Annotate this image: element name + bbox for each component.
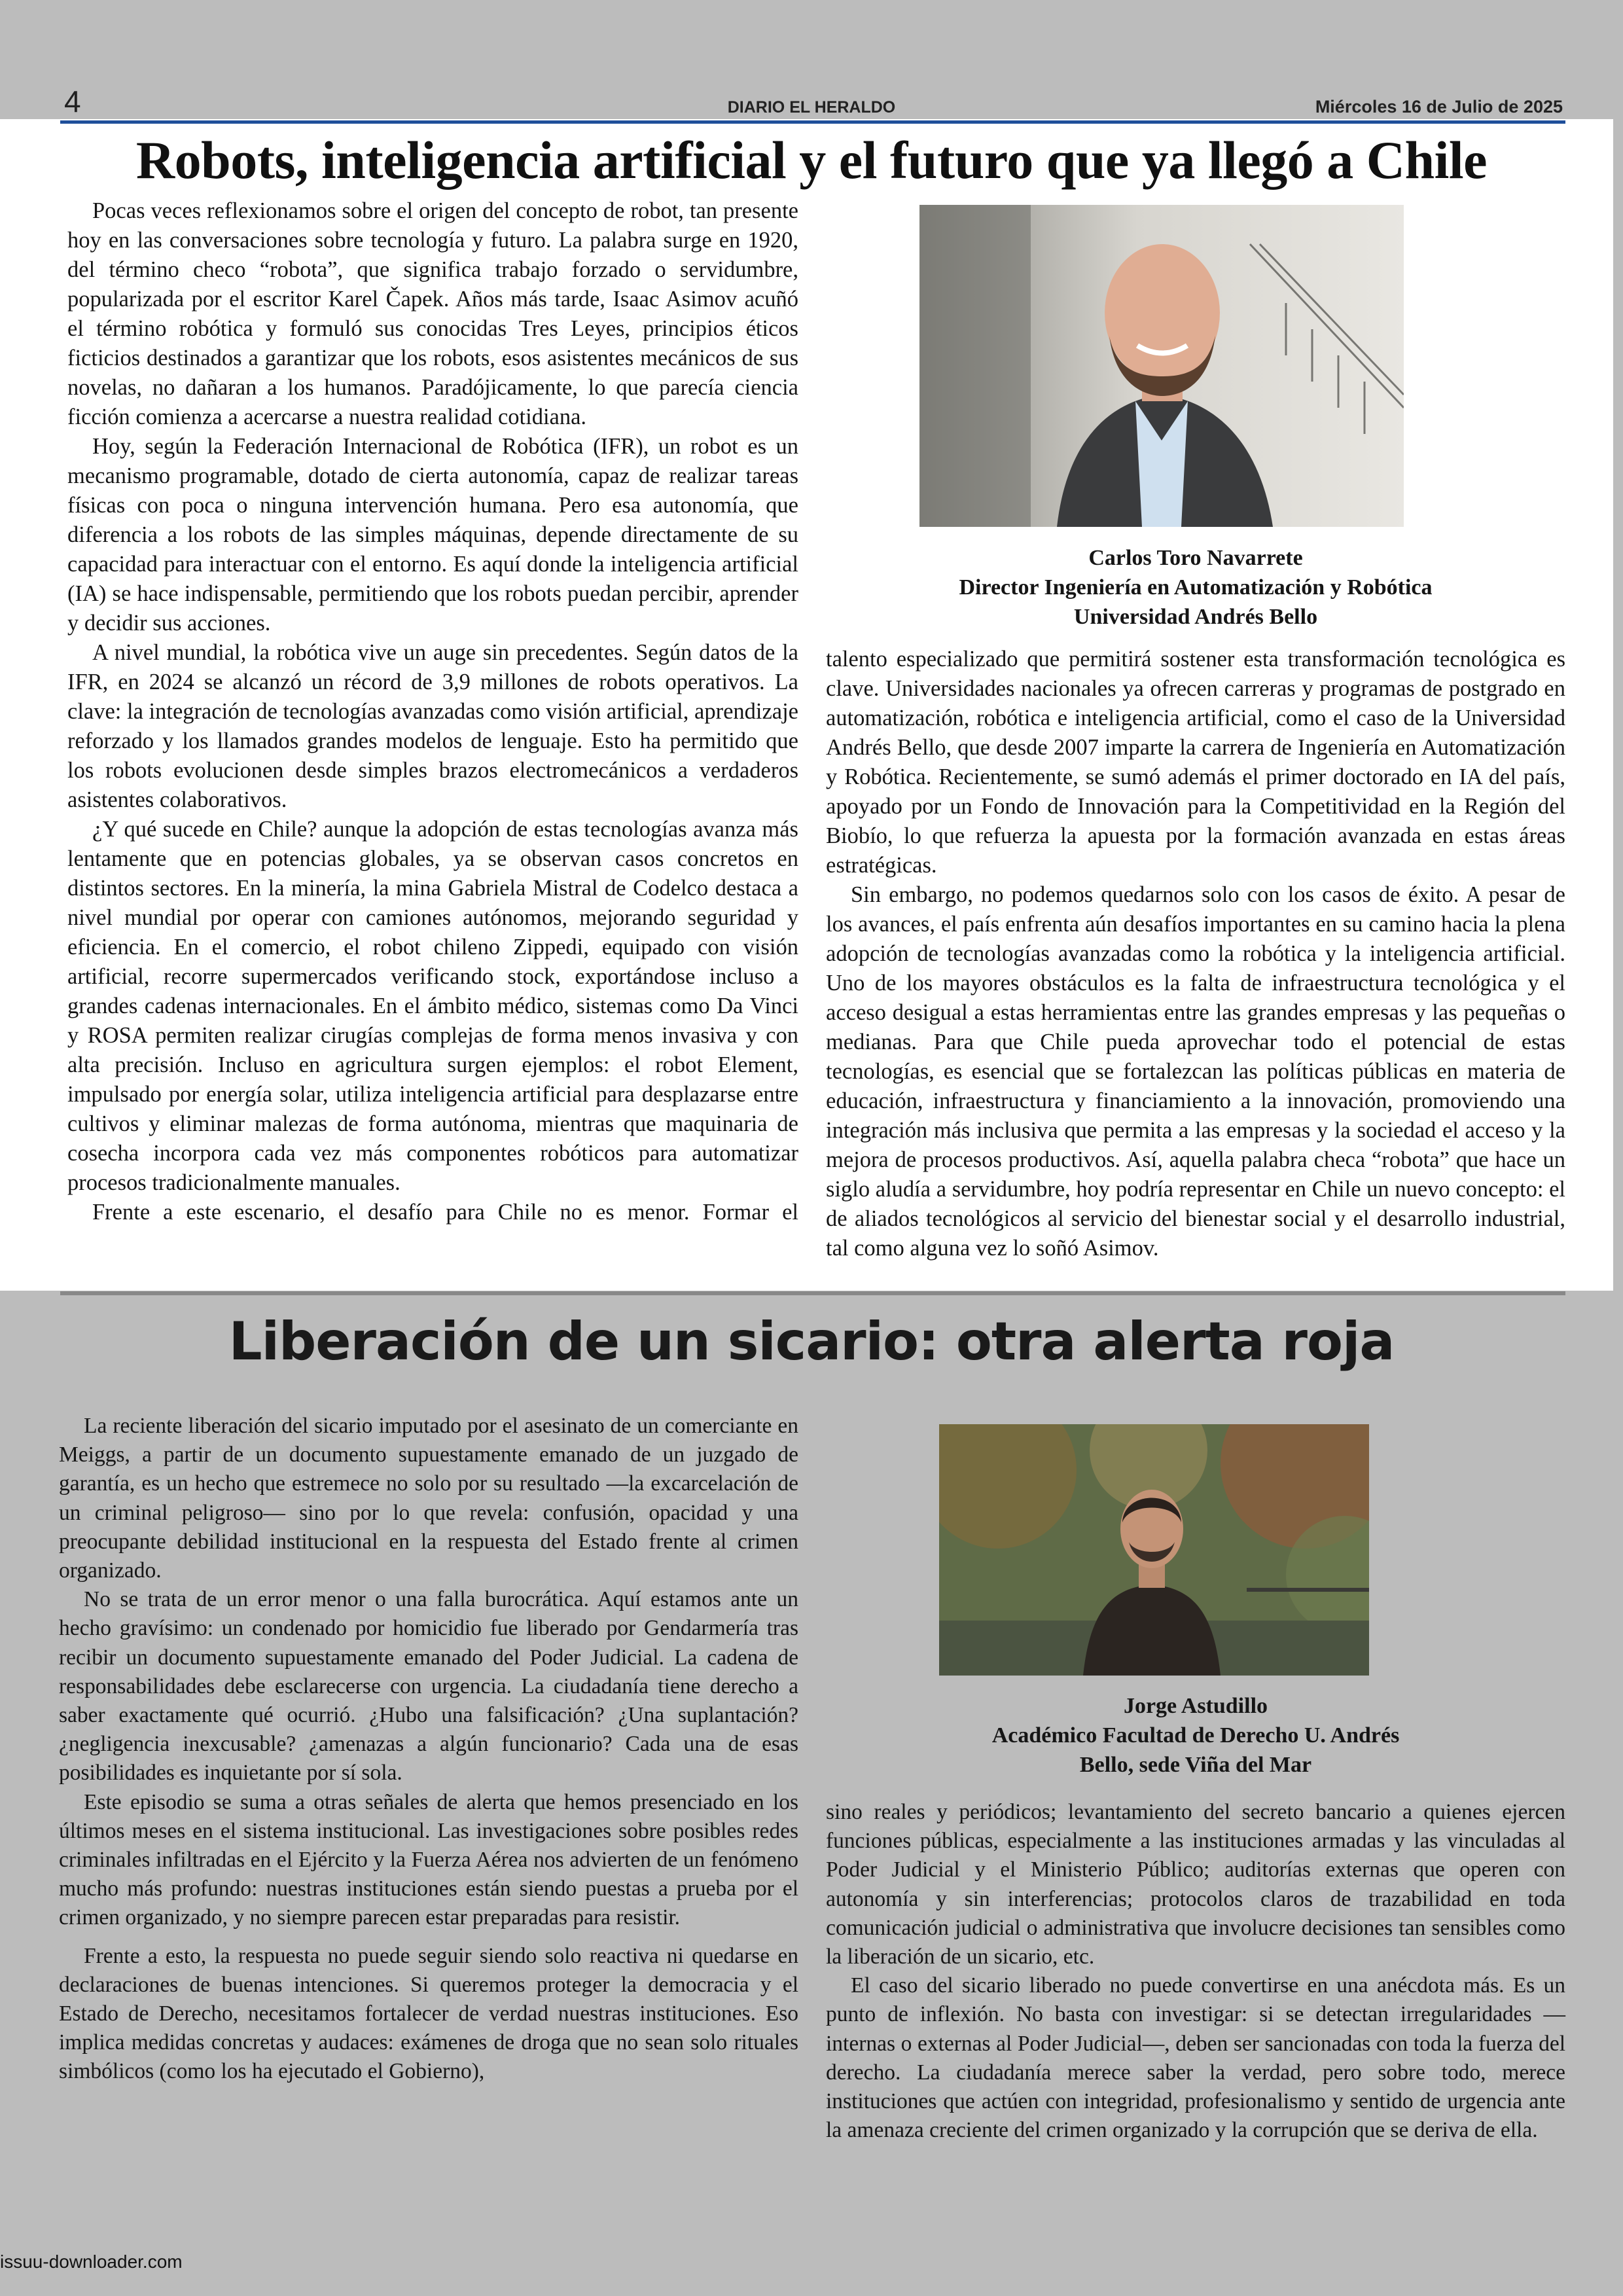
article-1-paragraph: Frente a este escenario, el desafío para Chile no es menor. Formar el <box>92 1200 798 1225</box>
author-role: Director Ingeniería en Automatización y Robótica <box>959 575 1433 600</box>
portrait-illustration <box>919 205 1404 527</box>
page-number: 4 <box>64 84 81 118</box>
article-1-paragraph: A nivel mundial, la robótica vive un auge sin precedentes. Según datos de la IFR, en 2024 se alcanzó un récord de 3,9 millones de robots operativos. La clave: la integración de tecnologías avanzadas como visión artificial, aprendizaje reforzado y los llamados grandes modelos de lenguaje. Esto ha permitido que los robots evolucionen desde simples brazos electromecánicos a verdaderos asistentes colaborativos. <box>67 640 798 812</box>
article-1-paragraph: Sin embargo, no podemos quedarnos solo con los casos de éxito. A pesar de los avances, el país enfrenta aún desafíos importantes en su camino hacia la plena adopción de tecnologías avanzadas como la robótica y la inteligencia artificial. Uno de los mayores obstáculos es la falta de infraestructura tecnológica y el acceso desigual a estas herramientas entre las grandes empresas y las pequeñas o medianas. Para que Chile pueda aprovechar todo el potencial de estas tecnologías, es esencial que se fortalezcan las políticas públicas en materia de educación, infraestructura y financiamiento a la innovación, promoviendo una integración más inclusiva que permita a las empresas y la sociedad el acceso y la mejora de procesos productivos. Así, aquella palabra checa “robota” que hace un siglo aludía a servidumbre, hoy podría representar en Chile un nuevo concepto: el de aliados tecnológicos al servicio del bienestar social y el desarrollo industrial, tal como alguna vez lo soñó Asimov. <box>826 882 1565 1261</box>
author-institution: Universidad Andrés Bello <box>1073 605 1318 629</box>
watermark-text: issuu-downloader.com <box>0 2251 183 2272</box>
author-name: Jorge Astudillo <box>1123 1694 1268 1718</box>
article-1-paragraph: Pocas veces reflexionamos sobre el origen del concepto de robot, tan presente hoy en las conversaciones sobre tecnología y futuro. La palabra surge en 1920, del término checo “robota”, que significa trabajo forzado o servidumbre, popularizada por el escritor Karel Čapek. Años más tarde, Isaac Asimov acuñó el término robótica y formuló sus conocidas Tres Leyes, principios éticos ficticios destinados a garantizar que los robots, esos asistentes mecánicos de sus novelas, no dañaran a los humanos. Paradójicamente, lo que parecía ciencia ficción comienza a acercarse a nuestra realidad cotidiana. <box>67 198 798 429</box>
author-institution: Bello, sede Viña del Mar <box>1079 1753 1312 1777</box>
article-2-left-column <box>59 1412 798 2087</box>
article-1-paragraph: ¿Y qué sucede en Chile? aunque la adopción de estas tecnologías avanza más lentamente que en potencias globales, ya se observan casos concretos en distintos sectores. En la minería, la mina Gabriela Mistral de Codelco destaca a nivel mundial por operar con camiones autónomos, mejorando seguridad y eficiencia. En el comercio, el robot chileno Zippedi, equipado con visión artificial, recorre supermercados verificando stock, exportándose incluso a grandes cadenas internacionales. En el ámbito médico, sistemas como Da Vinci y ROSA permiten realizar cirugías complejas de forma menos invasiva y con alta precisión. Incluso en agricultura surgen ejemplos: el robot Element, impulsado por energía solar, utiliza inteligencia artificial para desplazarse entre cultivos y eliminar malezas de forma autónoma, mientras que maquinaria de cosecha incorpora cada vez más componentes robóticos para automatizar procesos tradicionalmente manuales. <box>67 817 798 1195</box>
article-2-paragraph: Este episodio se suma a otras señales de alerta que hemos presenciado en los últimos meses en el sistema institucional. Las investigaciones sobre posibles redes criminales infiltradas en el Ejército y la Fuerza Aérea nos advierten de un fenómeno mucho más profundo: nuestras instituciones están siendo puestas a prueba por el crimen organizado, y no siempre parecen estar preparadas para resistir. <box>59 1789 798 1930</box>
article-2-headline: Liberación de un sicario: otra alerta roja <box>228 1311 1395 1372</box>
article-1-paragraph: talento especializado que permitirá sostener esta transformación tecnológica es clave. Universidades nacionales ya ofrecen carreras y programas de postgrado en automatización, robótica e inteligencia artificial, como el caso de la Universidad Andrés Bello, que desde 2007 imparte la carrera de Ingeniería en Automatización y Robótica. Recientemente, se sumó además el primer doctorado en IA del país, apoyado por un Fondo de Innovación para la Competitividad en la Región del Biobío, lo que refuerza la apuesta por la formación avanzada en estas áreas estratégicas. <box>826 647 1565 878</box>
article-2-paragraph: La reciente liberación del sicario imputado por el asesinato de un comerciante en Meiggs, a partir de un documento supuestamente emanado de un juzgado de garantía, es un hecho que estremece no solo por su resultado —la excarcelación de un criminal peligroso— sino por lo que revela: confusión, opacidad y una preocupante debilidad institucional en la respuesta del Estado frente al crimen organizado. <box>59 1414 798 1583</box>
section-divider <box>60 1291 1565 1295</box>
author-name: Carlos Toro Navarrete <box>1088 546 1303 570</box>
article-2-paragraph: No se trata de un error menor o una falla burocrática. Aquí estamos ante un hecho gravísimo: un condenado por homicidio fue liberado por Gendarmería tras recibir un documento supuestamente emanado del Poder Judicial. La cadena de responsabilidades debe esclarecerse con urgencia. La ciudadanía tiene derecho a saber exactamente qué ocurrió. ¿Hubo una falsificación? ¿Una suplantación? ¿negligencia inexcusable? ¿amenazas a algún funcionario? Cada una de esas posibilidades es inquietante por sí sola. <box>59 1587 798 1785</box>
portrait-illustration <box>939 1424 1369 1676</box>
article-2-paragraph: Frente a esto, la respuesta no puede seguir siendo solo reactiva ni quedarse en declaraciones de buenas intenciones. Si queremos proteger la democracia y el Estado de Derecho, necesitamos fortalecer de verdad nuestras instituciones. Eso implica medidas concretas y audaces: exámenes de droga que no sean solo rituales simbólicos (como los ha ejecutado el Gobierno), <box>59 1943 798 2084</box>
article-2-paragraph: sino reales y periódicos; levantamiento del secreto bancario a quienes ejercen funciones públicas, especialmente a las instituciones armadas y las vinculadas al Poder Judicial y el Ministerio Público; auditorías externas que operen con autonomía y sin interferencias; protocolos claros de trazabilidad en toda comunicación judicial o administrativa que involucre decisiones tan sensibles como la liberación de un sicario, etc. <box>826 1800 1565 1969</box>
article-1-right-column <box>826 645 1565 1263</box>
header-rule <box>60 120 1565 124</box>
author-role: Académico Facultad de Derecho U. Andrés <box>991 1723 1400 1748</box>
article-1-paragraph: Hoy, según la Federación Internacional de Robótica (IFR), un robot es un mecanismo programable, dotado de cierta autonomía, capaz de realizar tareas físicas con poca o ninguna intervención humana. Pero esa autonomía, que diferencia a los robots de las simples máquinas, depende directamente de su capacidad para interactuar con el entorno. Es aquí donde la inteligencia artificial (IA) se hace indispensable, permitiendo que los robots puedan percibir, aprender y decidir sus acciones. <box>67 434 798 636</box>
author-photo-carlos-toro <box>919 205 1404 527</box>
article-2-right-column <box>826 1798 1565 2145</box>
article-1-author-caption <box>826 543 1565 632</box>
article-2-paragraph: El caso del sicario liberado no puede convertirse en una anécdota más. Es un punto de inflexión. No basta con investigar: si se detectan irregularidades —internas o externas al Poder Judicial—, deben ser sancionadas con toda la fuerza del derecho. La ciudadanía merece saber la verdad, pero sobre todo, merece instituciones que actúen con integridad, profesionalismo y sentido de urgencia ante la amenaza creciente del crimen organizado y la corrupción que se deriva de ella. <box>826 1973 1565 2143</box>
author-photo-jorge-astudillo <box>939 1424 1369 1676</box>
article-1-left-column <box>67 196 798 1227</box>
issue-date: Miércoles 16 de Julio de 2025 <box>1315 97 1563 117</box>
article-2-author-caption <box>826 1691 1565 1780</box>
newspaper-name: DIARIO EL HERALDO <box>727 98 896 117</box>
article-1-headline: Robots, inteligencia artificial y el futuro que ya llegó a Chile <box>135 130 1488 190</box>
